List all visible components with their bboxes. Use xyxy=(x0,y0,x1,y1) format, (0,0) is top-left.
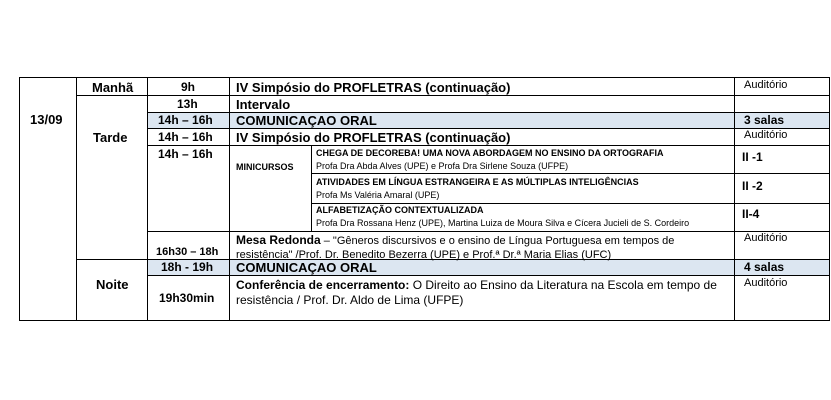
event-detail: O Direito ao Ensino da Literatura na Escola em tempo de resistência / Prof. Dr. Aldo de Lima (UFPE) xyxy=(236,278,717,307)
period-morning: Manhã xyxy=(92,80,134,95)
rule xyxy=(147,145,829,146)
period-night: Noite xyxy=(96,277,129,292)
event-detail: – "Gêneros discursivos e o ensino de Língua Portuguesa em tempos de resistência" /Prof. Dr. Benedito Bezerra (UPE) e Prof.ª Dr.ª Maria Elias (UFC) xyxy=(236,235,675,261)
rule xyxy=(311,203,829,204)
rule xyxy=(147,231,829,232)
course-title: CHEGA DE DECOREBA! UMA NOVA ABORDAGEM NO ENSINO DA ORTOGRAFIA xyxy=(316,148,664,158)
course-teachers: Profa Dra Abda Alves (UPE) e Profa Dra Sirlene Souza (UFPE) xyxy=(316,161,569,171)
event-title: IV Simpósio do PROFLETRAS (continuação) xyxy=(236,80,511,95)
room-cell: 4 salas xyxy=(744,260,785,274)
time-cell: 13h xyxy=(177,97,198,111)
event-description xyxy=(236,278,730,308)
event-description xyxy=(236,233,730,262)
time-cell: 19h30min xyxy=(159,291,215,305)
event-title: IV Simpósio do PROFLETRAS (continuação) xyxy=(236,130,511,145)
event-title: COMUNICAÇAO ORAL xyxy=(236,113,377,128)
rule xyxy=(76,95,147,96)
rule xyxy=(829,77,830,321)
rule xyxy=(19,320,829,321)
rule xyxy=(734,77,735,321)
date-cell: 13/09 xyxy=(30,112,63,127)
course-title: ATIVIDADES EM LÍNGUA ESTRANGEIRA E AS MÚLTIPLAS INTELIGÊNCIAS xyxy=(316,177,639,187)
time-cell: 14h – 16h xyxy=(158,113,213,127)
period-afternoon: Tarde xyxy=(93,130,128,145)
time-cell: 9h xyxy=(181,80,196,94)
course-teachers: Profa Ms Valéria Amaral (UPE) xyxy=(316,190,440,200)
room-cell: Auditório xyxy=(744,79,788,91)
rule xyxy=(311,173,829,174)
room-cell: II -1 xyxy=(742,150,763,164)
rule xyxy=(311,145,312,231)
room-cell: Auditório xyxy=(744,277,788,289)
rule xyxy=(19,77,829,78)
rule xyxy=(147,95,829,96)
rule xyxy=(147,275,829,276)
room-cell: Auditório xyxy=(744,232,788,244)
rule xyxy=(229,77,230,321)
course-title: ALFABETIZAÇÃO CONTEXTUALIZADA xyxy=(316,205,484,215)
rule xyxy=(147,128,829,129)
time-cell: 14h – 16h xyxy=(158,130,213,144)
rule xyxy=(147,77,148,321)
time-cell: 16h30 – 18h xyxy=(156,246,219,258)
room-cell: 3 salas xyxy=(744,113,785,127)
event-title: COMUNICAÇAO ORAL xyxy=(236,260,377,275)
rule xyxy=(19,77,20,321)
event-title: Intervalo xyxy=(236,97,291,112)
rule xyxy=(76,77,77,321)
event-title: Conferência de encerramento: xyxy=(236,278,410,292)
room-cell: Auditório xyxy=(744,129,788,141)
time-cell: 18h - 19h xyxy=(161,260,214,274)
minicursos-label: MINICURSOS xyxy=(236,162,294,172)
course-teachers: Profa Dra Rossana Henz (UPE), Martina Luiza de Moura Silva e Cícera Jucieli de S. Cordeiro xyxy=(316,218,690,228)
room-cell: II-4 xyxy=(742,207,760,221)
room-cell: II -2 xyxy=(742,179,763,193)
event-title: Mesa Redonda xyxy=(236,233,321,247)
time-cell: 14h – 16h xyxy=(158,147,213,161)
